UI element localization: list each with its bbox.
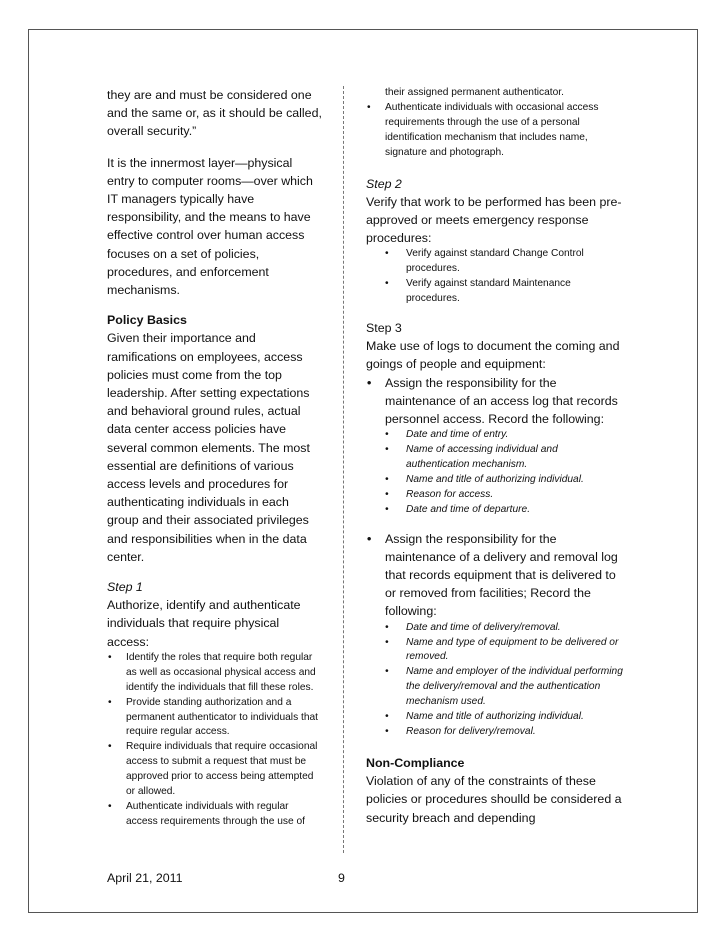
non-compliance-text: Violation of any of the constraints of these policies or procedures shoulld be considered a security breach and depending xyxy=(366,774,622,825)
step2-text: Verify that work to be performed has been pre-approved or meets emergency response procedures: xyxy=(366,194,622,246)
list-item: • Name and type of equipment to be delivered or removed. xyxy=(366,636,624,666)
step2-list xyxy=(366,247,624,307)
column-divider xyxy=(343,86,344,853)
list-item: • Authenticate individuals with regular access requirements through the use of xyxy=(107,800,323,830)
list-item: • Name of accessing individual and authentication mechanism. xyxy=(366,443,624,473)
list-item: • Reason for access. xyxy=(366,488,624,503)
list-item: • Date and time of entry. xyxy=(366,428,624,443)
list-item: • Reason for delivery/removal. xyxy=(366,725,624,740)
list-item: • Identify the roles that require both regular as well as occasional physical access and identify the individuals that fill these roles. xyxy=(107,651,323,696)
list-item: • Date and time of departure. xyxy=(366,503,624,518)
delivery-log-fields xyxy=(366,621,624,740)
list-item: • Name and employer of the individual performing the delivery/removal and the authentication mechanism used. xyxy=(366,665,624,710)
page-number: 9 xyxy=(338,871,345,885)
paragraph-quote-end: they are and must be considered one and the same or, as it should be called, overall security.” xyxy=(107,88,322,139)
step1-text: Authorize, identify and authenticate individuals that require physical access: xyxy=(107,598,301,649)
list-item-continuation: their assigned permanent authenticator. xyxy=(385,87,564,98)
step2-label: Step 2 xyxy=(366,176,402,191)
list-item: • Verify against standard Change Control procedures. xyxy=(366,247,624,277)
left-column xyxy=(107,86,323,830)
list-item: • Name and title of authorizing individual. xyxy=(366,473,624,488)
step3-label: Step 3 xyxy=(366,320,402,335)
list-item: • Date and time of delivery/removal. xyxy=(366,621,624,636)
step3-text: Make use of logs to document the coming and goings of people and equipment: xyxy=(366,339,620,372)
paragraph-policy-basics: Given their importance and ramifications on employees, access policies must come from the top leadership. After setting expectations and behavioral ground rules, actual data center access policies have several common elements. The most essential are definitions of various access levels and procedures for authenticating individuals in each group and their associated privileges and responsibilities when in the data center. xyxy=(107,331,310,564)
footer-date: April 21, 2011 xyxy=(107,871,183,885)
access-log-fields xyxy=(366,428,624,517)
list-item: • Assign the responsibility for the maintenance of an access log that records personnel access. Record the following: xyxy=(366,374,624,429)
step1-list xyxy=(107,651,323,830)
paragraph-innermost-layer: It is the innermost layer—physical entry to computer rooms—over which IT managers typically have responsibility, and the means to have effective control over human access focuses on a set of policies, procedures, and enforcement mechanisms. xyxy=(107,155,313,298)
list-item: • Name and title of authorizing individual. xyxy=(366,710,624,725)
list-item: • Authenticate individuals with occasional access requirements through the use of a personal identification mechanism that includes name, signature and photograph. xyxy=(366,101,624,161)
policy-basics-heading: Policy Basics xyxy=(107,313,187,328)
step1-label: Step 1 xyxy=(107,580,143,595)
list-item: • Require individuals that require occasional access to submit a request that must be approved prior to access being attempted or allowed. xyxy=(107,740,323,800)
list-item: • Provide standing authorization and a permanent authenticator to individuals that require regular access. xyxy=(107,696,323,741)
list-item: • Assign the responsibility for the maintenance of a delivery and removal log that records equipment that is delivered to or removed from facilities; Record the following: xyxy=(366,530,624,621)
authenticate-list xyxy=(366,101,624,161)
list-item: • Verify against standard Maintenance procedures. xyxy=(366,277,624,307)
right-column xyxy=(366,86,624,827)
step3-list-b xyxy=(366,530,624,621)
step3-list-a xyxy=(366,374,624,429)
non-compliance-heading: Non-Compliance xyxy=(366,755,465,770)
